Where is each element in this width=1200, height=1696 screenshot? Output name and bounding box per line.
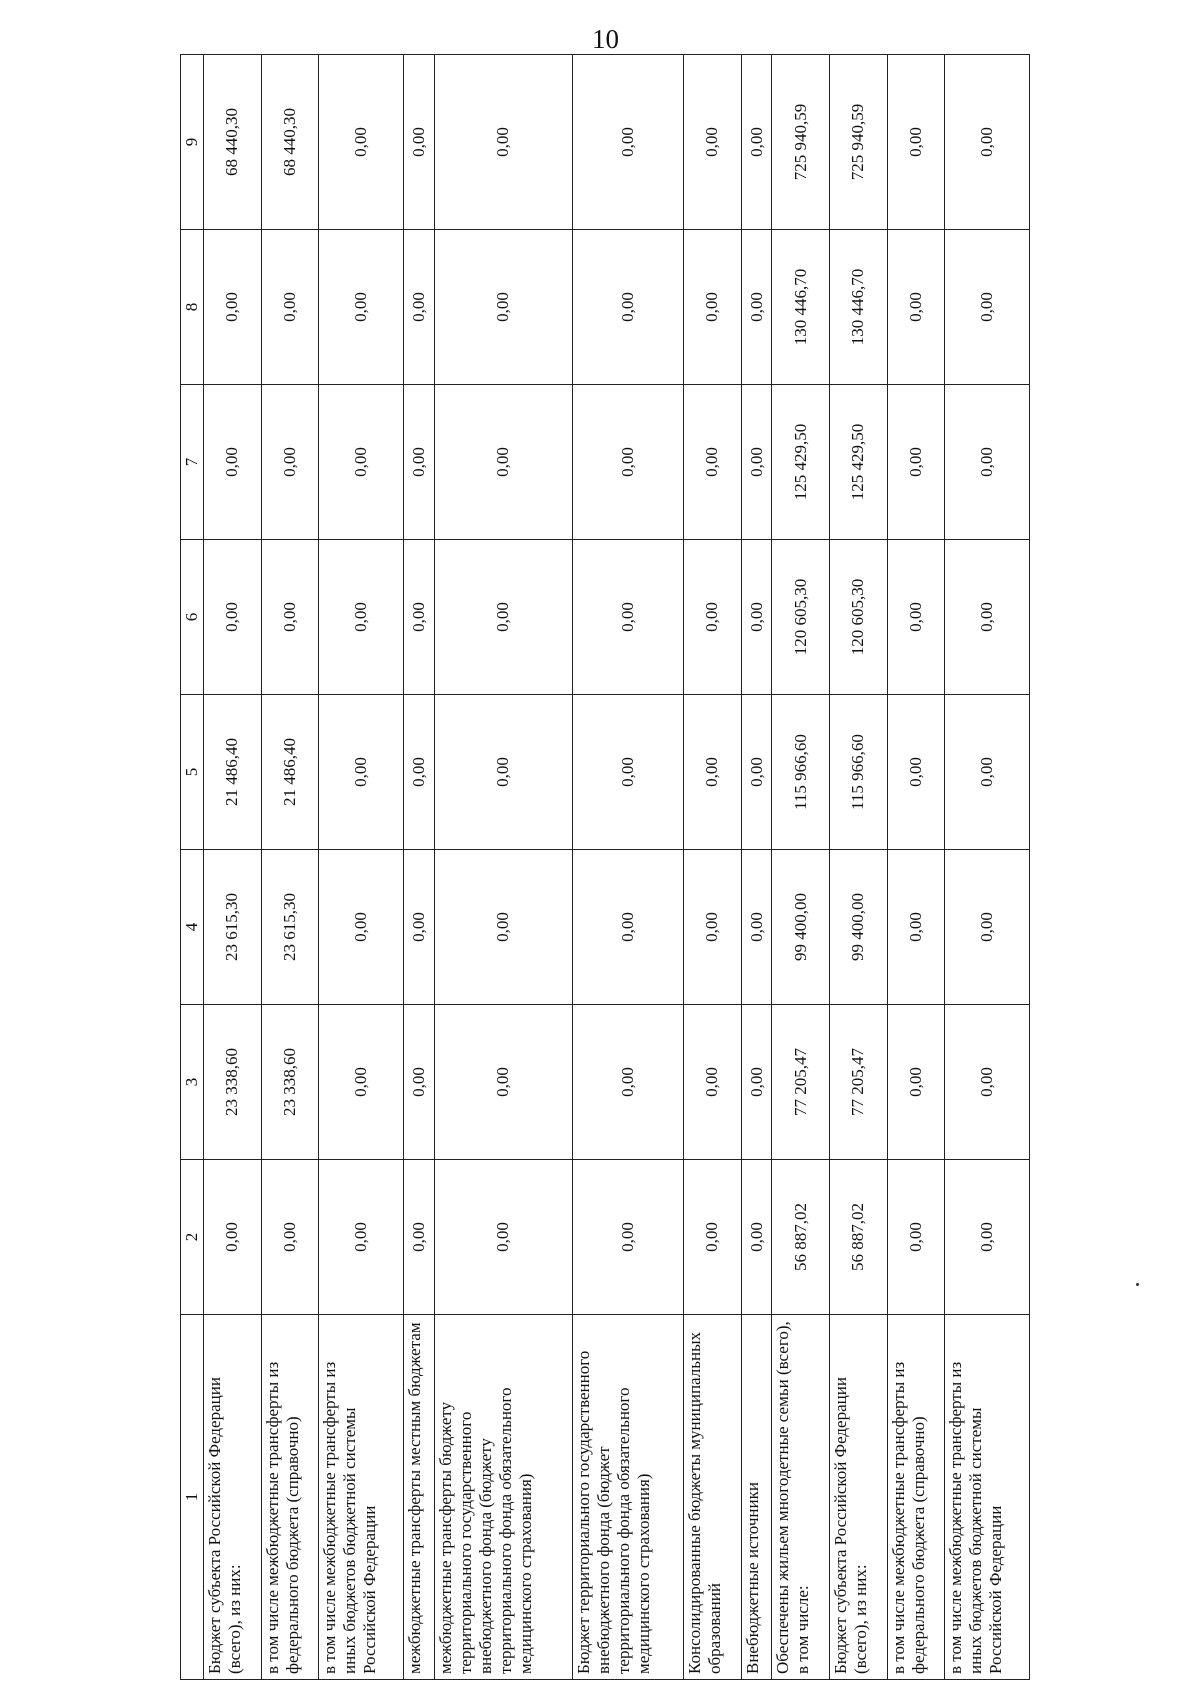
cell-value: 0,00 [572,695,683,850]
cell-value: 0,00 [887,695,945,850]
cell-value: 125 429,50 [772,385,830,540]
cell-value: 0,00 [741,1160,772,1315]
cell-value: 0,00 [403,540,434,695]
table-row [830,55,888,1680]
cell-value: 0,00 [319,850,403,1005]
cell-value: 0,00 [434,1005,572,1160]
column-header: 9 [181,55,204,230]
cell-value: 0,00 [204,230,262,385]
cell-value: 0,00 [261,385,319,540]
cell-value: 0,00 [741,695,772,850]
cell-value: 99 400,00 [830,850,888,1005]
table-row [572,55,683,1680]
rotated-table-container [180,55,1030,1680]
cell-value: 0,00 [887,55,945,230]
column-header: 1 [181,1315,204,1680]
column-header: 5 [181,695,204,850]
cell-value: 0,00 [684,695,742,850]
cell-value: 0,00 [684,1005,742,1160]
table-row [434,55,572,1680]
column-header: 8 [181,230,204,385]
row-label: межбюджетные трансферты местным бюджетам [403,1315,434,1680]
table-row [772,55,830,1680]
cell-value: 0,00 [319,230,403,385]
cell-value: 0,00 [887,385,945,540]
cell-value: 0,00 [319,695,403,850]
cell-value: 120 605,30 [830,540,888,695]
cell-value: 0,00 [684,850,742,1005]
row-label: в том числе межбюджетные трансферты из иных бюджетов бюджетной системы Российской Федерации [945,1315,1030,1680]
cell-value: 0,00 [741,540,772,695]
cell-value: 68 440,30 [204,55,262,230]
cell-value: 120 605,30 [772,540,830,695]
cell-value: 0,00 [887,540,945,695]
cell-value: 0,00 [403,695,434,850]
table-row [887,55,945,1680]
table-row [741,55,772,1680]
cell-value: 0,00 [684,230,742,385]
cell-value: 0,00 [204,1160,262,1315]
cell-value: 0,00 [434,230,572,385]
cell-value: 23 338,60 [261,1005,319,1160]
cell-value: 115 966,60 [772,695,830,850]
cell-value: 0,00 [261,540,319,695]
row-label: Обеспечены жильем многодетные семьи (всего), в том числе: [772,1315,830,1680]
table-row [945,55,1030,1680]
cell-value: 0,00 [887,1160,945,1315]
cell-value: 0,00 [684,540,742,695]
cell-value: 725 940,59 [772,55,830,230]
cell-value: 0,00 [887,230,945,385]
cell-value: 0,00 [945,55,1030,230]
cell-value: 0,00 [403,1160,434,1315]
table-row [684,55,742,1680]
cell-value: 21 486,40 [261,695,319,850]
cell-value: 0,00 [403,385,434,540]
cell-value: 0,00 [684,1160,742,1315]
row-label: в том числе межбюджетные трансферты из федерального бюджета (справочно) [261,1315,319,1680]
column-header: 2 [181,1160,204,1315]
cell-value: 0,00 [261,1160,319,1315]
cell-value: 77 205,47 [830,1005,888,1160]
cell-value: 0,00 [741,1005,772,1160]
column-header: 4 [181,850,204,1005]
row-label: в том числе межбюджетные трансферты из иных бюджетов бюджетной системы Российской Федерации [319,1315,403,1680]
row-label: Бюджет субъекта Российской Федерации (всего), из них: [830,1315,888,1680]
cell-value: 77 205,47 [772,1005,830,1160]
table-header-row [181,55,204,1680]
column-header: 7 [181,385,204,540]
cell-value: 0,00 [572,385,683,540]
cell-value: 0,00 [741,385,772,540]
cell-value: 0,00 [434,850,572,1005]
cell-value: 0,00 [434,55,572,230]
cell-value: 0,00 [572,1005,683,1160]
cell-value: 0,00 [434,385,572,540]
cell-value: 21 486,40 [204,695,262,850]
cell-value: 0,00 [741,850,772,1005]
cell-value: 0,00 [887,1005,945,1160]
cell-value: 130 446,70 [830,230,888,385]
cell-value: 0,00 [403,230,434,385]
cell-value: 0,00 [572,55,683,230]
cell-value: 0,00 [945,1160,1030,1315]
table-row [319,55,403,1680]
table-row [403,55,434,1680]
table-row [261,55,319,1680]
cell-value: 0,00 [945,540,1030,695]
cell-value: 0,00 [945,695,1030,850]
cell-value: 0,00 [572,230,683,385]
scan-speck [1136,1283,1139,1286]
cell-value: 23 338,60 [204,1005,262,1160]
cell-value: 56 887,02 [772,1160,830,1315]
cell-value: 99 400,00 [772,850,830,1005]
cell-value: 23 615,30 [261,850,319,1005]
cell-value: 0,00 [945,385,1030,540]
cell-value: 0,00 [204,385,262,540]
cell-value: 0,00 [319,55,403,230]
cell-value: 125 429,50 [830,385,888,540]
row-label: Консолидированные бюджеты муниципальных образований [684,1315,742,1680]
cell-value: 0,00 [403,850,434,1005]
column-header: 3 [181,1005,204,1160]
cell-value: 0,00 [403,55,434,230]
cell-value: 0,00 [319,1160,403,1315]
cell-value: 0,00 [572,540,683,695]
budget-table [180,54,1030,1680]
table-row [204,55,262,1680]
row-label: межбюджетные трансферты бюджету территориального государственного внебюджетного фонда (бюджету территориального фонда обязательного медицинского страхования) [434,1315,572,1680]
cell-value: 0,00 [204,540,262,695]
cell-value: 0,00 [684,385,742,540]
cell-value: 23 615,30 [204,850,262,1005]
cell-value: 0,00 [945,230,1030,385]
cell-value: 0,00 [434,540,572,695]
cell-value: 115 966,60 [830,695,888,850]
table-body [204,55,1030,1680]
cell-value: 0,00 [572,850,683,1005]
cell-value: 0,00 [319,540,403,695]
cell-value: 0,00 [434,1160,572,1315]
cell-value: 56 887,02 [830,1160,888,1315]
row-label: Внебюджетные источники [741,1315,772,1680]
cell-value: 0,00 [741,230,772,385]
cell-value: 0,00 [572,1160,683,1315]
cell-value: 0,00 [403,1005,434,1160]
column-header: 6 [181,540,204,695]
cell-value: 0,00 [684,55,742,230]
cell-value: 0,00 [887,850,945,1005]
row-label: в том числе межбюджетные трансферты из федерального бюджета (справочно) [887,1315,945,1680]
row-label: Бюджет территориального государственного внебюджетного фонда (бюджет территориального фонда обязательного медицинского страхования) [572,1315,683,1680]
row-label: Бюджет субъекта Российской Федерации (всего), из них: [204,1315,262,1680]
cell-value: 0,00 [434,695,572,850]
cell-value: 68 440,30 [261,55,319,230]
cell-value: 0,00 [261,230,319,385]
cell-value: 0,00 [319,385,403,540]
page-number: 10 [592,24,619,54]
cell-value: 0,00 [319,1005,403,1160]
cell-value: 0,00 [945,1005,1030,1160]
cell-value: 725 940,59 [830,55,888,230]
cell-value: 0,00 [945,850,1030,1005]
cell-value: 0,00 [741,55,772,230]
cell-value: 130 446,70 [772,230,830,385]
